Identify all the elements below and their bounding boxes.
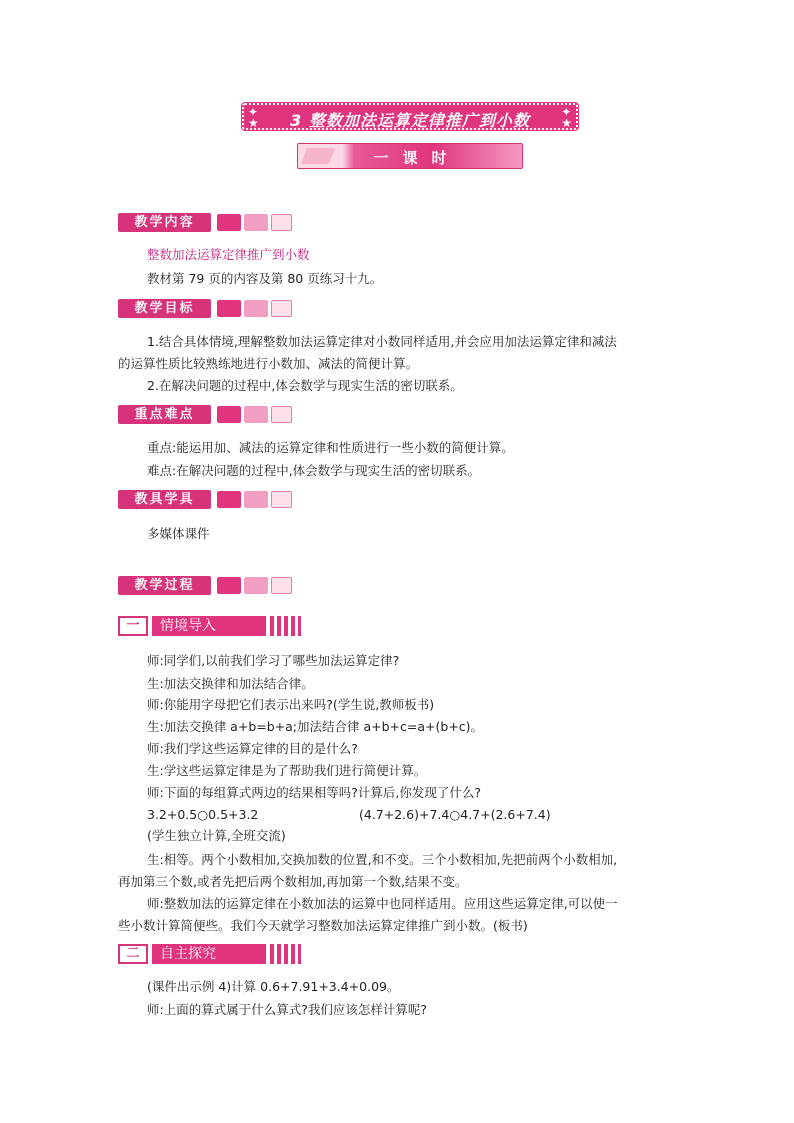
section-label: 重点难点	[118, 405, 211, 424]
objective-line: 的运算性质比较熟练地进行小数加、减法的简便计算。	[118, 356, 419, 371]
decorative-square	[244, 300, 268, 317]
star-icon: ✦ ★	[248, 105, 259, 130]
subsection-explore-header	[118, 944, 301, 964]
dialogue-line: 生:相等。两个小数相加,交换加数的位置,和不变。三个小数相加,先把前两个小数相加,	[147, 852, 618, 867]
subsection-label: 自主探究	[152, 944, 266, 964]
decorative-bar	[277, 616, 281, 636]
decorative-bar	[270, 616, 274, 636]
decorative-square	[244, 214, 268, 231]
objective-line: 2.在解决问题的过程中,体会数学与现实生活的密切联系。	[147, 378, 463, 393]
decorative-square	[217, 491, 241, 508]
decorative-bar	[298, 944, 301, 964]
dialogue-line: 师:上面的算式属于什么算式?我们应该怎样计算呢?	[147, 1002, 427, 1017]
subsection-number: 一	[118, 616, 148, 636]
expression: (4.7+2.6)+7.4○4.7+(2.6+7.4)	[359, 807, 551, 822]
section-label: 教学过程	[118, 576, 211, 595]
dialogue-line: 师:整数加法的运算定律在小数加法的运算中也同样适用。应用这些运算定律,可以使一	[147, 896, 618, 911]
expression: 3.2+0.5○0.5+3.2	[147, 807, 259, 822]
key-point: 重点:能运用加、减法的运算定律和性质进行一些小数的简便计算。	[147, 440, 514, 455]
dialogue-line: (学生独立计算,全班交流)	[147, 828, 286, 843]
content-topic: 整数加法运算定律推广到小数	[147, 247, 310, 262]
decorative-bar	[291, 944, 295, 964]
section-label: 教学内容	[118, 213, 211, 232]
dialogue-line: 师:下面的每组算式两边的结果相等吗?计算后,你发现了什么?	[147, 785, 481, 800]
section-label: 教学目标	[118, 299, 211, 318]
objective-line: 1.结合具体情境,理解整数加法运算定律对小数同样适用,并会应用加法运算定律和减法	[147, 334, 617, 349]
difficulty-point: 难点:在解决问题的过程中,体会数学与现实生活的密切联系。	[147, 463, 481, 478]
decorative-square	[271, 406, 292, 423]
star-icon: ✦ ★	[561, 105, 572, 130]
decorative-square	[244, 406, 268, 423]
decorative-bar	[277, 944, 281, 964]
decorative-square	[271, 300, 292, 317]
dialogue-line: 师:同学们,以前我们学习了哪些加法运算定律?	[147, 653, 400, 668]
decorative-bar	[284, 616, 288, 636]
decorative-bar	[291, 616, 295, 636]
dialogue-line: (课件出示例 4)计算 0.6+7.91+3.4+0.09。	[147, 979, 400, 994]
decorative-square	[217, 300, 241, 317]
decorative-square	[271, 577, 292, 594]
content-textbook: 教材第 79 页的内容及第 80 页练习十九。	[147, 271, 383, 286]
dialogue-line: 生:加法交换律和加法结合律。	[147, 676, 314, 691]
class-hours-label: 一课时	[373, 149, 461, 167]
aids-text: 多媒体课件	[147, 526, 210, 541]
decorative-square	[217, 214, 241, 231]
decorative-bar	[284, 944, 288, 964]
subsection-label: 情境导入	[152, 616, 266, 636]
class-hours-box	[297, 143, 523, 169]
decorative-square	[244, 491, 268, 508]
decorative-square	[217, 406, 241, 423]
decorative-square	[271, 491, 292, 508]
decorative-square	[271, 214, 292, 231]
decorative-square	[244, 577, 268, 594]
dialogue-line: 再加第三个数,或者先把后两个数相加,再加第一个数,结果不变。	[118, 874, 468, 889]
section-label: 教具学具	[118, 490, 211, 509]
decorative-square	[217, 577, 241, 594]
dialogue-line: 师:我们学这些运算定律的目的是什么?	[147, 741, 358, 756]
lesson-title-banner	[242, 103, 578, 130]
dialogue-line: 些小数计算简便些。我们今天就学习整数加法运算定律推广到小数。(板书)	[118, 918, 528, 933]
decorative-bar	[298, 616, 301, 636]
subsection-number: 二	[118, 944, 148, 964]
dialogue-line: 师:你能用字母把它们表示出来吗?(学生说,教师板书)	[147, 697, 435, 712]
decorative-bar	[270, 944, 274, 964]
dialogue-line: 生:加法交换律 a+b=b+a;加法结合律 a+b+c=a+(b+c)。	[147, 719, 484, 734]
subsection-intro-header	[118, 616, 301, 636]
dialogue-line: 生:学这些运算定律是为了帮助我们进行简便计算。	[147, 763, 427, 778]
lesson-title: 3 整数加法运算定律推广到小数	[290, 111, 530, 130]
